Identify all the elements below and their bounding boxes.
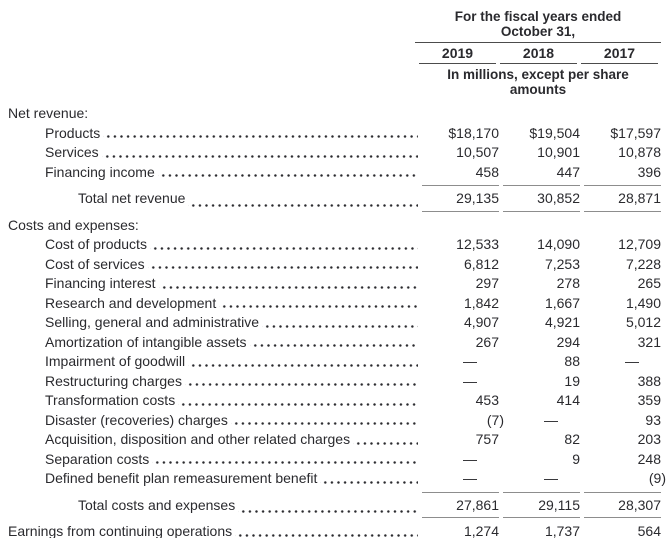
value-2018: 447 bbox=[556, 163, 580, 180]
statement-rows bbox=[0, 104, 667, 538]
value-2018: 88 bbox=[564, 353, 580, 369]
value-2017: — bbox=[625, 353, 639, 369]
row-label: Acquisition, disposition and other related charges bbox=[45, 431, 351, 447]
dot-leader bbox=[250, 333, 418, 353]
value-2018: 14,090 bbox=[537, 236, 580, 252]
value-2018: 10,901 bbox=[537, 144, 580, 160]
row-label: Amortization of intangible assets bbox=[45, 333, 247, 350]
value-2017: 203 bbox=[637, 431, 661, 447]
row-label: Cost of services bbox=[45, 255, 145, 272]
value-2019: $18,170 bbox=[448, 124, 499, 141]
value-2018: 278 bbox=[556, 275, 580, 291]
value-2018: $19,504 bbox=[529, 124, 580, 141]
table-row bbox=[0, 522, 667, 538]
row-label: Restructuring charges bbox=[45, 372, 182, 389]
value-2017: 359 bbox=[637, 392, 661, 408]
value-2019: 267 bbox=[475, 333, 499, 350]
table-row bbox=[0, 450, 667, 470]
period-heading-line2: October 31, bbox=[500, 24, 576, 39]
value-2018: — bbox=[544, 411, 558, 428]
table-row bbox=[0, 143, 667, 163]
year-column-2018: 2018 bbox=[500, 45, 577, 64]
value-2019: 29,135 bbox=[422, 185, 499, 212]
value-2018: 82 bbox=[564, 431, 580, 447]
value-2018: 414 bbox=[556, 392, 580, 408]
value-2019: 1,842 bbox=[463, 294, 499, 311]
table-row bbox=[0, 430, 667, 450]
value-2019: 453 bbox=[475, 392, 499, 408]
value-2019: 757 bbox=[475, 431, 499, 447]
section-header-row bbox=[0, 216, 667, 236]
row-label: Services bbox=[45, 144, 99, 160]
table-row bbox=[0, 469, 667, 489]
dot-leader bbox=[262, 313, 418, 333]
row-label: Impairment of goodwill bbox=[45, 353, 186, 369]
dot-leader bbox=[185, 372, 418, 392]
value-2017: 10,878 bbox=[618, 144, 661, 160]
row-label: Defined benefit plan remeasurement benefit bbox=[45, 470, 318, 486]
row-label: Financing interest bbox=[45, 275, 156, 291]
value-2017: 396 bbox=[637, 163, 661, 180]
section-header-row bbox=[0, 104, 667, 124]
row-label: Total net revenue bbox=[78, 190, 186, 206]
value-2017: 248 bbox=[637, 450, 661, 467]
table-row bbox=[0, 352, 667, 372]
table-row bbox=[0, 391, 667, 411]
dot-leader bbox=[188, 352, 418, 372]
value-2019: 297 bbox=[475, 275, 499, 291]
value-2018: 4,921 bbox=[544, 314, 580, 330]
value-2019: 27,861 bbox=[422, 492, 499, 519]
row-label: Products bbox=[45, 124, 101, 141]
units-note: In millions, except per share amounts bbox=[447, 67, 629, 97]
value-2019: 4,907 bbox=[463, 314, 499, 330]
value-2017: 12,709 bbox=[618, 236, 661, 252]
value-2018: 30,852 bbox=[503, 185, 580, 212]
value-2018: 1,667 bbox=[544, 294, 580, 311]
table-row bbox=[0, 411, 667, 431]
table-row bbox=[0, 313, 667, 333]
value-2018: — bbox=[544, 470, 558, 486]
value-2019: — bbox=[463, 372, 477, 389]
value-2017: $17,597 bbox=[610, 124, 661, 141]
dot-leader bbox=[103, 124, 418, 144]
row-label: Separation costs bbox=[45, 450, 150, 467]
value-2017: 321 bbox=[637, 333, 661, 350]
year-columns bbox=[415, 42, 661, 64]
row-label: Financing income bbox=[45, 163, 155, 180]
value-2019: 458 bbox=[475, 163, 499, 180]
table-row bbox=[0, 163, 667, 183]
value-2019: 1,274 bbox=[463, 523, 499, 538]
value-2019: 6,812 bbox=[463, 255, 499, 272]
dot-leader bbox=[152, 450, 418, 470]
dot-leader bbox=[102, 143, 418, 163]
dot-leader bbox=[158, 163, 418, 183]
row-label: Disaster (recoveries) charges bbox=[45, 411, 228, 428]
dot-leader bbox=[320, 469, 418, 489]
table-row bbox=[0, 124, 667, 144]
table-row bbox=[0, 333, 667, 353]
dot-leader bbox=[219, 294, 418, 314]
value-2017: 1,490 bbox=[625, 294, 661, 311]
value-2017: 93 bbox=[645, 411, 661, 428]
value-2019: (7) bbox=[486, 411, 504, 428]
value-2018: 29,115 bbox=[503, 492, 580, 519]
value-2017: 28,871 bbox=[584, 185, 661, 212]
row-label: Selling, general and administrative bbox=[45, 314, 260, 330]
row-label: Transformation costs bbox=[45, 392, 176, 408]
row-label: Cost of products bbox=[45, 236, 147, 252]
value-2018: 9 bbox=[572, 450, 580, 467]
table-row bbox=[0, 185, 667, 212]
value-2018: 1,737 bbox=[544, 523, 580, 538]
value-2017: 7,228 bbox=[625, 255, 661, 272]
table-row bbox=[0, 372, 667, 392]
dot-leader bbox=[159, 274, 418, 294]
table-row bbox=[0, 255, 667, 275]
table-row bbox=[0, 274, 667, 294]
period-heading bbox=[415, 9, 661, 39]
period-heading-line1: For the fiscal years ended bbox=[454, 9, 622, 24]
dot-leader bbox=[188, 185, 418, 212]
value-2017: 564 bbox=[637, 523, 661, 538]
value-2019: — bbox=[463, 353, 477, 369]
dot-leader bbox=[150, 235, 418, 255]
value-2018: 7,253 bbox=[544, 255, 580, 272]
value-2018: 294 bbox=[556, 333, 580, 350]
year-column-2019: 2019 bbox=[419, 45, 496, 64]
value-2019: — bbox=[463, 470, 477, 486]
value-2017: (9) bbox=[648, 470, 666, 486]
value-2017: 388 bbox=[637, 372, 661, 389]
table-row bbox=[0, 294, 667, 314]
row-label: Earnings from continuing operations bbox=[8, 523, 233, 538]
value-2017: 265 bbox=[637, 275, 661, 291]
year-column-2017: 2017 bbox=[581, 45, 658, 64]
table-row bbox=[0, 235, 667, 255]
value-2017: 28,307 bbox=[584, 492, 661, 519]
dot-leader bbox=[238, 492, 418, 519]
dot-leader bbox=[148, 255, 418, 275]
value-2019: 12,533 bbox=[456, 236, 499, 252]
dot-leader bbox=[353, 430, 418, 450]
value-2019: — bbox=[463, 450, 477, 467]
row-label: Net revenue: bbox=[8, 105, 89, 121]
row-label: Research and development bbox=[45, 294, 217, 311]
statement-header bbox=[415, 9, 661, 97]
dot-leader bbox=[178, 391, 418, 411]
row-label: Total costs and expenses bbox=[78, 496, 236, 513]
dot-leader bbox=[235, 522, 418, 538]
dot-leader bbox=[231, 411, 418, 431]
value-2018: 19 bbox=[564, 372, 580, 389]
row-label: Costs and expenses: bbox=[8, 216, 139, 233]
value-2019: 10,507 bbox=[456, 144, 499, 160]
table-row bbox=[0, 492, 667, 519]
value-2017: 5,012 bbox=[625, 314, 661, 330]
